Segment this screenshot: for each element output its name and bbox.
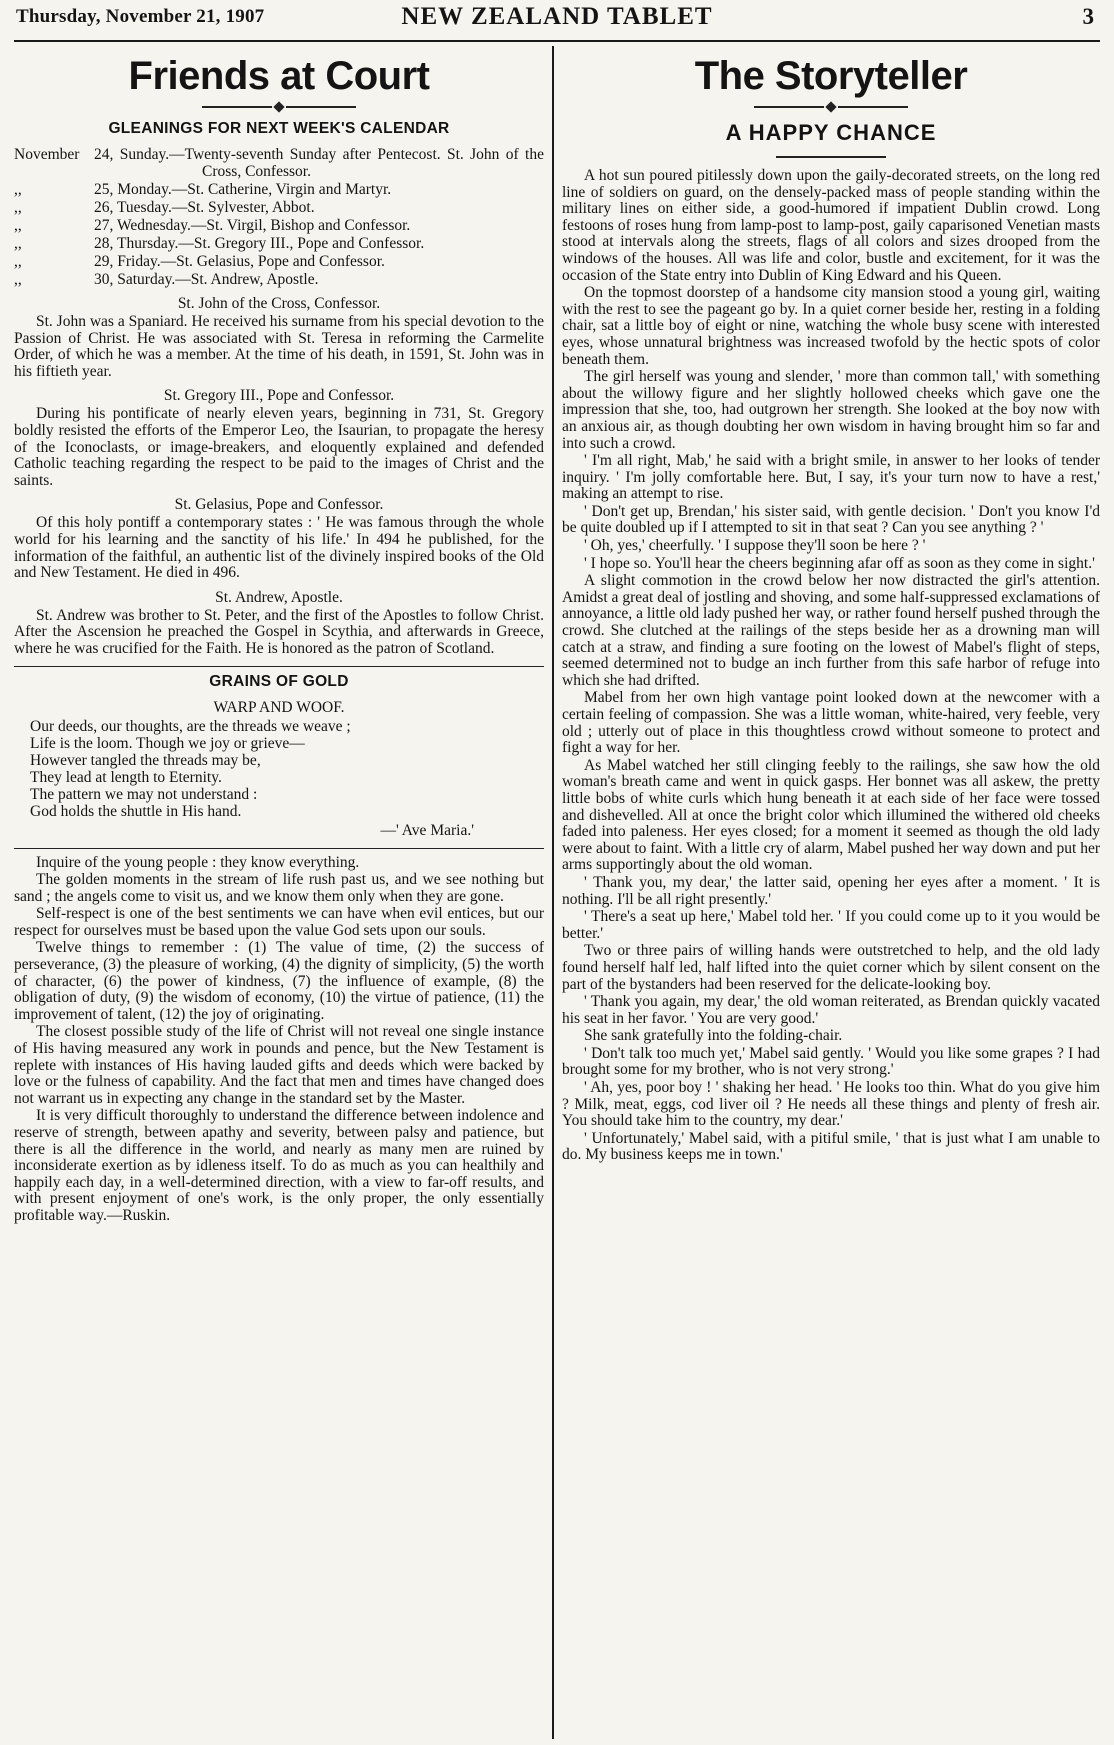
- poem-line: God holds the shuttle in His hand.: [30, 802, 242, 820]
- newspaper-title: NEW ZEALAND TABLET: [401, 3, 713, 30]
- issue-date: Thursday, November 21, 1907: [16, 6, 265, 27]
- story-body: [562, 168, 1100, 1164]
- grains-paragraph: The closest possible study of the life of Christ will not reveal one single instance of His having measured any work in pounds and pence, but the New Testament is replete with instances of His having lauded gifts and deeds which were backed by love or the fulness of capability. And the fact that men and times have changed does not warrant us in expecting any change in the standard set by the Master.: [14, 1023, 544, 1107]
- calendar-entry: [14, 271, 544, 288]
- poem-line: Life is the loom. Though we joy or grieve—: [30, 734, 305, 752]
- story-paragraph: ' There's a seat up here,' Mabel told her. ' If you could come up to it you would be better.': [562, 908, 1100, 942]
- poem-line: However tangled the threads may be,: [30, 751, 261, 769]
- calendar-entry: [14, 146, 544, 180]
- calendar-month: ,,: [14, 181, 22, 198]
- calendar-month: ,,: [14, 253, 22, 270]
- page-number: 3: [1082, 4, 1094, 29]
- calendar-text: Sunday.—Twenty-seventh Sunday after Pentecost. St. John of the Cross, Confessor.: [119, 146, 544, 180]
- story-paragraph: ' Thank you again, my dear,' the old woman reiterated, as Brendan quickly vacated his seat in her favor. ' You are very good.': [562, 993, 1100, 1027]
- story-paragraph: ' I hope so. You'll hear the cheers beginning afar off as soon as they come in sight.': [584, 554, 1095, 572]
- story-paragraph: ' Don't talk too much yet,' Mabel said gently. ' Would you like some grapes ? I had brought some for my brother, who is not very strong.': [562, 1044, 1100, 1079]
- calendar-day: 30,: [94, 271, 114, 288]
- columns: [14, 46, 1100, 1739]
- poem-attribution: —' Ave Maria.': [380, 821, 474, 839]
- grains-paragraph: Self-respect is one of the best sentiments we can have when evil entices, but our respect for ourselves must be based upon the value God sets upon our souls.: [14, 905, 544, 939]
- calendar-day: 26,: [94, 199, 114, 216]
- title-ornament: [562, 100, 1100, 112]
- saint-heading: St. Gregory III., Pope and Confessor.: [163, 387, 395, 405]
- story-paragraph: ' Thank you, my dear,' the latter said, opening her eyes after a moment. ' It is nothing. I'll be all right presently.': [562, 873, 1100, 908]
- right-column: [562, 46, 1100, 1739]
- title-ornament: [14, 100, 544, 112]
- story-paragraph: A hot sun poured pitilessly down upon the gaily-decorated streets, on the long red line of soldiers on guard, on the densely-packed mass of people standing within the military lines on either side, a good-humored if impatient Dublin crowd. Long festoons of roses hung from lamp-post to lamp-post, gaily caparisoned Venetian masts stood at intervals along the streets, flags of all colors and sizes drooped from the windows of the houses. All was life and color, bustle and excitement, for it was the occasion of the State entry into Dublin of King Edward and his Queen.: [562, 167, 1100, 284]
- calendar-day: 24,: [94, 146, 114, 163]
- calendar-text: Tuesday.—St. Sylvester, Abbot.: [116, 199, 315, 216]
- calendar-entry: [14, 253, 544, 270]
- calendar-text: Monday.—St. Catherine, Virgin and Martyr.: [117, 181, 392, 198]
- poem-line: They lead at length to Eternity.: [30, 768, 222, 786]
- calendar-text: Saturday.—St. Andrew, Apostle.: [117, 271, 319, 288]
- left-column: [14, 46, 544, 1739]
- masthead: [14, 0, 1100, 42]
- grains-of-gold-heading: GRAINS OF GOLD: [209, 672, 349, 690]
- poem-title: WARP AND WOOF.: [213, 698, 345, 716]
- story-paragraph: Mabel from her own high vantage point looked down at the newcomer with a certain feeling of compassion. She was a little woman, white-haired, very feeble, very old ; utterly out of place in this thoughtless crowd without someone to protect and fight a way for her.: [562, 689, 1100, 757]
- saint-paragraph: During his pontificate of nearly eleven years, beginning in 731, St. Gregory boldly resisted the efforts of the Emperor Leo, the Isaurian, to propagate the heresy of the Iconoclasts, or image-breakers, and eloquently explained and defended Catholic teaching regarding the respect to be paid to the images of Christ and the saints.: [14, 405, 544, 489]
- grains-paragraph: Twelve things to remember : (1) The value of time, (2) the success of perseverance, (3) the pleasure of working, (4) the dignity of simplicity, (5) the worth of character, (6) the power of kindness, (7) the influence of example, (8) the obligation of duty, (9) the wisdom of economy, (10) the virtue of patience, (11) the improvement of talent, (12) the joy of originating.: [14, 939, 544, 1023]
- saints-section: [14, 295, 544, 658]
- calendar-entry: [14, 181, 544, 198]
- calendar-day: 29,: [94, 253, 114, 270]
- calendar-entry: [14, 235, 544, 252]
- calendar-text: Friday.—St. Gelasius, Pope and Confessor.: [117, 253, 385, 270]
- saint-heading: St. Gelasius, Pope and Confessor.: [174, 496, 384, 514]
- story-title: A HAPPY CHANCE: [725, 120, 937, 145]
- calendar-day: 28,: [94, 235, 114, 252]
- saint-paragraph: St. Andrew was brother to St. Peter, and the first of the Apostles to follow Christ. After the Ascension he preached the Gospel in Scythia, and afterwards in Greece, where he was crucified for the Faith. He is honored as the patron of Scotland.: [14, 606, 544, 657]
- section-rule: [14, 848, 544, 849]
- story-paragraph: She sank gratefully into the folding-chair.: [584, 1027, 843, 1045]
- calendar-month: November: [14, 146, 80, 163]
- calendar-entry: [14, 217, 544, 234]
- column-divider: [552, 46, 554, 1739]
- saint-paragraph: St. John was a Spaniard. He received his surname from his special devotion to the Passion of Christ. He was associated with St. Teresa in reforming the Carmelite Order, of which he was a member. At the time of his death, in 1591, St. John was in his fiftieth year.: [14, 313, 544, 380]
- grains-section: [14, 855, 544, 1225]
- story-paragraph: ' Don't get up, Brendan,' his sister said, with gentle decision. ' Don't you know I'd be quite doubled up if I attempted to sit in that seat ? Can you see anything ? ': [562, 502, 1100, 537]
- calendar-text: Thursday.—St. Gregory III., Pope and Confessor.: [116, 235, 425, 252]
- saint-paragraph: Of this holy pontiff a contemporary states : ' He was famous through the whole world for his learning and the sanctity of his life.' In 494 he published, for the information of the faithful, an authentic list of the divinely inspired books of the Old and New Testament. He died in 496.: [14, 514, 544, 582]
- story-paragraph: The girl herself was young and slender, ' more than common tall,' with something about the willowy figure and her slightly hollowed cheeks which gave one the impression that she, too, had outgrown her strength. She looked at the boy now with an anxious air, as though doubting her own wisdom in having brought him so far and into such a crowd.: [562, 368, 1100, 452]
- poem: [30, 718, 544, 820]
- story-rule: [776, 156, 886, 158]
- grains-paragraph: The golden moments in the stream of life rush past us, and we see nothing but sand ; the angels come to visit us, and we know them only when they are gone.: [14, 871, 544, 905]
- calendar-month: ,,: [14, 235, 22, 252]
- story-paragraph: ' Oh, yes,' cheerfully. ' I suppose they'll soon be here ? ': [584, 537, 926, 555]
- friends-at-court-title: Friends at Court: [128, 54, 430, 98]
- calendar-heading: GLEANINGS FOR NEXT WEEK'S CALENDAR: [108, 120, 450, 137]
- calendar-day: 25,: [94, 181, 114, 198]
- poem-line: Our deeds, our thoughts, are the threads we weave ;: [30, 717, 351, 735]
- calendar-month: ,,: [14, 271, 22, 288]
- section-rule: [14, 666, 544, 667]
- story-paragraph: ' I'm all right, Mab,' he said with a bright smile, in answer to her looks of tender inquiry. ' I'm jolly comfortable here. But, I say, it's your turn now to have a rest,' making an attempt to rise.: [562, 452, 1100, 503]
- saint-heading: St. Andrew, Apostle.: [215, 588, 343, 606]
- calendar-day: 27,: [94, 217, 114, 234]
- story-paragraph: As Mabel watched her still clinging feebly to the railings, she saw how the old woman's breath came and went in quick gasps. Her bonnet was all askew, the pretty little bobs of white curls which hung beneath it at each side of her face were tossed and dishevelled. All at once the bright color which illumined the withered old cheeks faded into paleness. Her eyes closed; for a moment it seemed as though the old lady were about to faint. With a little cry of alarm, Mabel pushed her way down and put her arms supportingly about the old woman.: [562, 756, 1100, 874]
- calendar-entry: [14, 199, 544, 216]
- calendar-list: [14, 146, 544, 288]
- story-paragraph: ' Ah, yes, poor boy ! ' shaking her head. ' He looks too thin. What do you give him ? Milk, meat, eggs, cod liver oil ? He needs all these things and plenty of fresh air. You should take him to the country, my dear.': [562, 1079, 1100, 1130]
- story-paragraph: On the topmost doorstep of a handsome city mansion stood a young girl, waiting with the rest to see the pageant go by. In a quiet corner beside her, resting in a folding chair, sat a little boy of eight or nine, watching the whole busy scene with interested eyes, whose unnatural brightness was increased twofold by the hectic spots of color beneath them.: [562, 284, 1100, 368]
- story-paragraph: A slight commotion in the crowd below her now distracted the girl's attention. Amidst a great deal of jostling and shoving, and some half-suppressed exclamations of annoyance, a little old lady pushed her way, or rather found herself pushed through the crowd. She clutched at the railings of the steps beside her as a drowning man will catch at a straw, and finding a sure footing on the lowest of Mabel's flight of steps, seemed determined not to budge an inch further from this safe harbor of refuge into which she had drifted.: [562, 572, 1100, 689]
- story-paragraph: ' Unfortunately,' Mabel said, with a pitiful smile, ' that is just what I am unable to do. My business keeps me in town.': [562, 1129, 1100, 1164]
- calendar-month: ,,: [14, 199, 22, 216]
- storyteller-title: The Storyteller: [694, 54, 968, 98]
- grains-paragraph: Inquire of the young people : they know everything.: [36, 853, 360, 871]
- grains-paragraph: It is very difficult thoroughly to understand the difference between indolence and reserve of strength, between apathy and severity, between palsy and patience, but there is all the difference in the world, and nearly as many men are ruined by inconsiderate exertion as by idleness itself. To do as much as you can healthily and happily each day, in a well-determined direction, with a view to far-off results, and with present enjoyment of one's work, is the only proper, the only essentially profitable way.—Ruskin.: [14, 1107, 544, 1224]
- saint-heading: St. John of the Cross, Confessor.: [177, 295, 381, 312]
- calendar-month: ,,: [14, 217, 22, 234]
- story-paragraph: Two or three pairs of willing hands were outstretched to help, and the old lady found herself half led, half lifted into the quiet corner which by silent consent on the part of the bystanders had been reserved for the delicate-looking boy.: [562, 942, 1100, 993]
- poem-line: The pattern we may not understand :: [30, 785, 258, 803]
- calendar-text: Wednesday.—St. Virgil, Bishop and Confessor.: [116, 217, 411, 234]
